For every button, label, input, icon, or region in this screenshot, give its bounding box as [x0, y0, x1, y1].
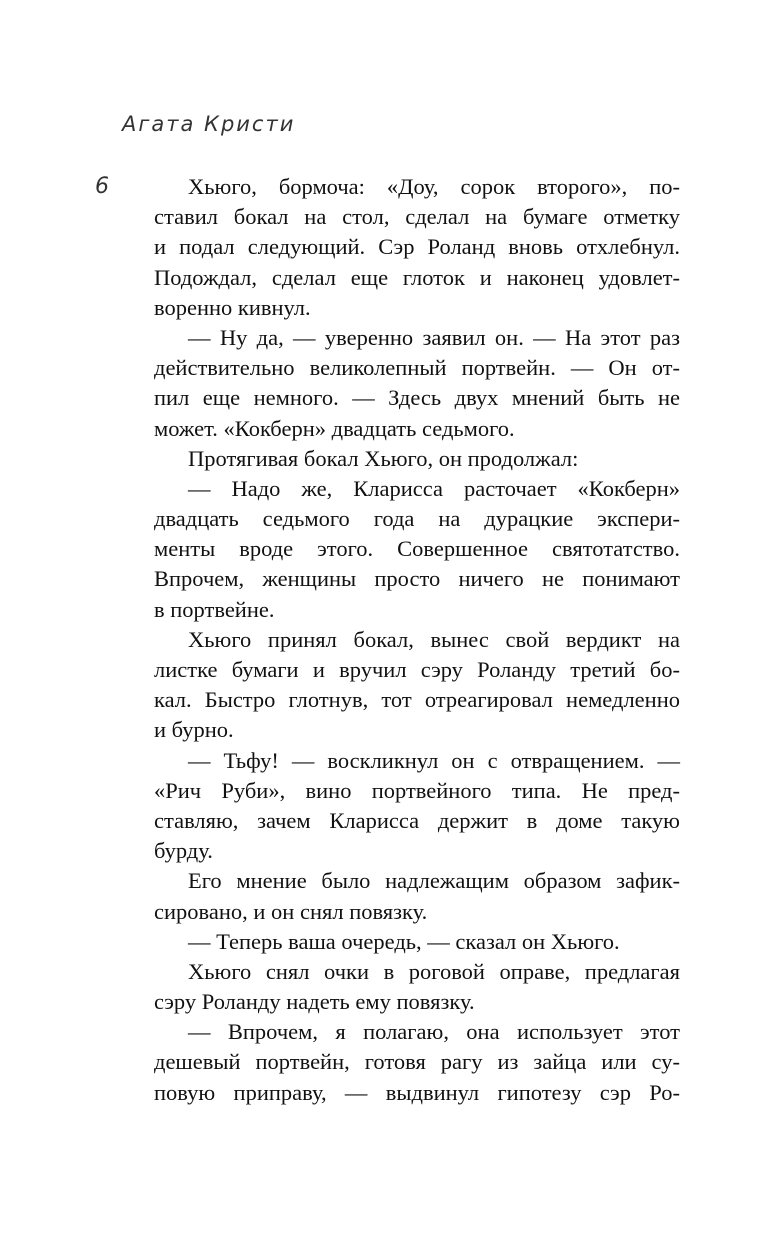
text-line: Подождал, сделал еще глоток и наконец удовлет- — [154, 264, 680, 290]
running-head-author: Агата Кристи — [122, 112, 296, 136]
text-line: — Теперь ваша очередь, — сказал он Хьюго. — [188, 928, 620, 954]
text-line: Хьюго принял бокал, вынес свой вердикт на — [188, 626, 680, 652]
text-line: воренно кивнул. — [154, 294, 311, 320]
text-line: Хьюго, бормоча: «Доу, сорок второго», по- — [188, 174, 680, 199]
text-line: в портвейне. — [154, 596, 275, 622]
text-line: — Ну да, — уверенно заявил он. — На этот раз — [188, 324, 680, 350]
text-line: менты вроде этого. Совершенное святотатство. — [154, 536, 680, 562]
text-line: Его мнение было надлежащим образом зафик- — [188, 868, 680, 894]
text-line: пил еще немного. — Здесь двух мнений быть не — [154, 385, 680, 411]
text-line: дешевый портвейн, готовя рагу из зайца или су- — [154, 1049, 680, 1075]
text-line: действительно великолепный портвейн. — Он от- — [154, 355, 680, 381]
text-line: повую приправу, — выдвинул гипотезу сэр Ро- — [154, 1079, 680, 1105]
text-line: ставил бокал на стол, сделал на бумаге отметку — [154, 204, 680, 230]
page-number: 6 — [95, 174, 109, 199]
text-line: ставляю, зачем Кларисса держит в доме такую — [154, 807, 680, 833]
text-line: листке бумаги и вручил сэру Роланду третий бо- — [154, 657, 680, 682]
text-line: — Тьфу! — воскликнул он с отвращением. — — [188, 747, 680, 773]
text-line: Протягивая бокал Хьюго, он продолжал: — [188, 445, 579, 471]
text-line: — Впрочем, я полагаю, она использует этот — [188, 1019, 680, 1045]
text-line: «Рич Руби», вино портвейного типа. Не пред- — [154, 777, 680, 803]
text-line: Хьюго снял очки в роговой оправе, предлагая — [188, 958, 680, 984]
text-line: двадцать седьмого года на дурацкие экспери- — [154, 506, 680, 532]
body-text — [154, 172, 680, 1108]
text-line: сировано, и он снял повязку. — [154, 898, 428, 924]
text-line: Впрочем, женщины просто ничего не понимают — [154, 566, 680, 592]
text-line: бурду. — [154, 838, 213, 864]
text-line: и подал следующий. Сэр Роланд вновь отхлебнул. — [154, 234, 680, 260]
text-line: и бурно. — [154, 717, 234, 743]
text-line: — Надо же, Кларисса расточает «Кокберн» — [188, 475, 680, 501]
text-line: сэру Роланду надеть ему повязку. — [154, 989, 475, 1015]
text-line: может. «Кокберн» двадцать седьмого. — [154, 415, 515, 441]
text-line: кал. Быстро глотнув, тот отреагировал немедленно — [154, 687, 680, 713]
